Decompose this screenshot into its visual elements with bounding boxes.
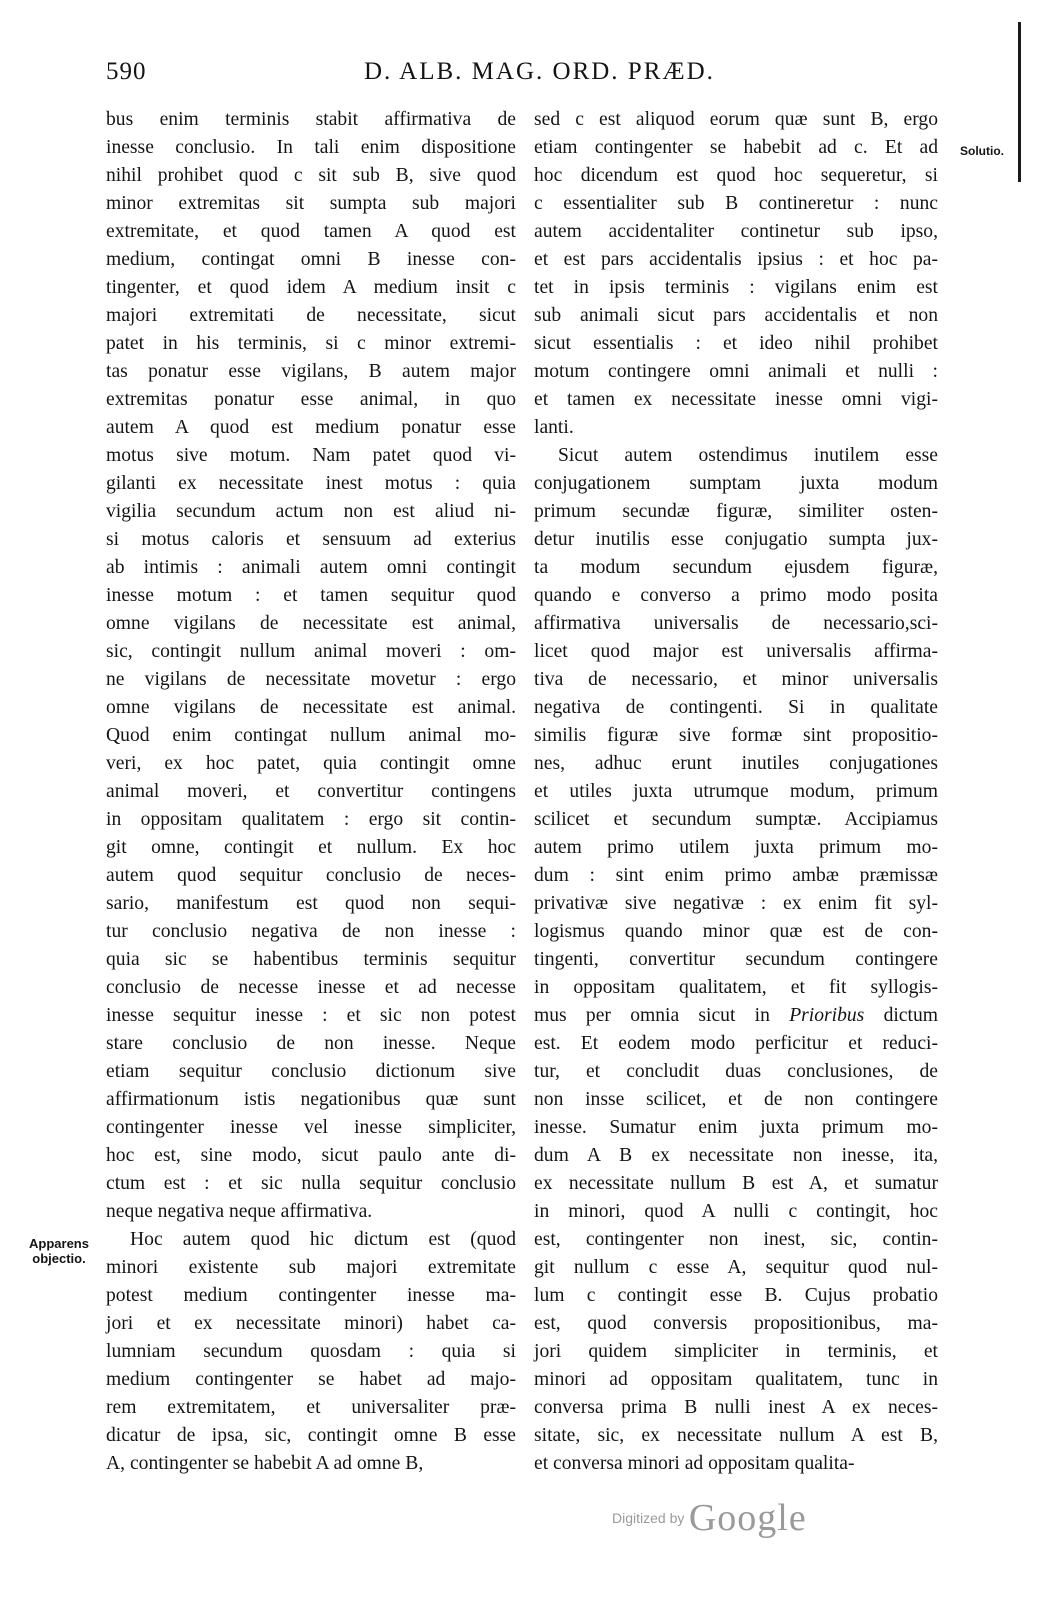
text-line: conversa prima B nulli inest A ex neces- bbox=[534, 1397, 938, 1418]
left-text-column bbox=[106, 106, 516, 1478]
text-line: sitate, sic, ex necessitate nullum A est B, bbox=[534, 1425, 938, 1446]
text-line: c essentialiter sub B contineretur : nunc bbox=[534, 193, 938, 214]
text-line: autem accidentaliter continetur sub ipso, bbox=[534, 221, 938, 242]
text-line: in minori, quod A nulli c contingit, hoc bbox=[534, 1201, 938, 1222]
text-line: hoc dicendum est quod hoc sequeretur, si bbox=[534, 165, 938, 186]
margin-note-apparens-objectio: Apparens objectio. bbox=[29, 1236, 89, 1266]
text-line: medium contingenter se habet ad majo- bbox=[106, 1369, 516, 1390]
text-line: minor extremitas sit sumpta sub majori bbox=[106, 193, 516, 214]
text-line: et est pars accidentalis ipsius : et hoc pa- bbox=[534, 249, 938, 270]
text-line: patet in his terminis, si c minor extremi- bbox=[106, 333, 516, 354]
text-line: gilanti ex necessitate inest motus : quia bbox=[106, 473, 516, 494]
text-line: conclusio de necesse inesse et ad necesse bbox=[106, 977, 516, 998]
text-line: majori extremitati de necessitate, sicut bbox=[106, 305, 516, 326]
text-line: veri, ex hoc patet, quia contingit omne bbox=[106, 753, 516, 774]
italic-title: Prioribus bbox=[789, 1005, 865, 1026]
running-head: D. ALB. MAG. ORD. PRÆD. bbox=[364, 58, 715, 85]
text-line: similis figuræ sive formæ sint propositio- bbox=[534, 725, 938, 746]
text-line: est, quod conversis propositionibus, ma- bbox=[534, 1313, 938, 1334]
text-line: negativa de contingenti. Si in qualitate bbox=[534, 697, 938, 718]
text-line: dum : sint enim primo ambæ præmissæ bbox=[534, 865, 938, 886]
text-line: affirmativa universalis de necessario,sci- bbox=[534, 613, 938, 634]
text-line: etiam contingenter se habebit ad c. Et ad bbox=[534, 137, 938, 158]
text-line: vigilia secundum actum non est aliud ni- bbox=[106, 501, 516, 522]
text-line: ab intimis : animali autem omni contingit bbox=[106, 557, 516, 578]
text-line: quando e converso a primo modo posita bbox=[534, 585, 938, 606]
text-line: conjugationem sumptam juxta modum bbox=[534, 473, 938, 494]
watermark-prefix: Digitized by bbox=[612, 1510, 685, 1526]
text-line: inesse sequitur inesse : et sic non potest bbox=[106, 1005, 516, 1026]
text-line: tiva de necessario, et minor universalis bbox=[534, 669, 938, 690]
text-line: inesse motum : et tamen sequitur quod bbox=[106, 585, 516, 606]
text-line: tingenter, et quod idem A medium insit c bbox=[106, 277, 516, 298]
text-line: git omne, contingit et nullum. Ex hoc bbox=[106, 837, 516, 858]
text-line: animal moveri, et convertitur contingens bbox=[106, 781, 516, 802]
text-line: hoc est, sine modo, sicut paulo ante di- bbox=[106, 1145, 516, 1166]
text-line: in oppositam qualitatem, et fit syllogis- bbox=[534, 977, 938, 998]
text-line: privativæ sive negativæ : ex enim fit syl- bbox=[534, 893, 938, 914]
text-line: ctum est : et sic nulla sequitur conclusio bbox=[106, 1173, 516, 1194]
text-line: motum contingere omni animali et nulli : bbox=[534, 361, 938, 382]
text-line: sic, contingit nullum animal moveri : om- bbox=[106, 641, 516, 662]
text-line: autem primo utilem juxta primum mo- bbox=[534, 837, 938, 858]
text-line: neque negativa neque affirmativa. bbox=[106, 1201, 373, 1222]
text-line: sicut essentialis : et ideo nihil prohibet bbox=[534, 333, 938, 354]
text-line: tur conclusio negativa de non inesse : bbox=[106, 921, 516, 942]
text-line: jori et ex necessitate minori) habet ca- bbox=[106, 1313, 516, 1334]
text-line: extremitate, et quod tamen A quod est bbox=[106, 221, 516, 242]
text-line: contingenter inesse vel inesse simpliciter, bbox=[106, 1117, 516, 1138]
google-watermark bbox=[612, 1496, 807, 1540]
text-line: lumniam secundum quosdam : quia si bbox=[106, 1341, 516, 1362]
text-line: Sicut autem ostendimus inutilem esse bbox=[558, 445, 938, 466]
text-line: omne vigilans de necessitate est animal, bbox=[106, 613, 516, 634]
margin-note-solutio: Solutio. bbox=[960, 144, 1004, 158]
text-line: rem extremitatem, et universaliter præ- bbox=[106, 1397, 516, 1418]
text-line: A, contingenter se habebit A ad omne B, bbox=[106, 1453, 424, 1474]
text-line: stare conclusio de non inesse. Neque bbox=[106, 1033, 516, 1054]
page-edge-rule bbox=[1018, 22, 1021, 182]
text-line: autem A quod est medium ponatur esse bbox=[106, 417, 516, 438]
text-line: tas ponatur esse vigilans, B autem major bbox=[106, 361, 516, 382]
text-line: bus enim terminis stabit affirmativa de bbox=[106, 109, 516, 130]
text-line: et conversa minori ad oppositam qualita- bbox=[534, 1453, 855, 1474]
text-line: ta modum secundum ejusdem figuræ, bbox=[534, 557, 938, 578]
text-line: lanti. bbox=[534, 417, 574, 438]
text-line: ne vigilans de necessitate movetur : ergo bbox=[106, 669, 516, 690]
text-line: logismus quando minor quæ est de con- bbox=[534, 921, 938, 942]
text-line: lum c contingit esse B. Cujus probatio bbox=[534, 1285, 938, 1306]
text-line: ex necessitate nullum B est A, et sumatur bbox=[534, 1173, 938, 1194]
text-line: git nullum c esse A, sequitur quod nul- bbox=[534, 1257, 938, 1278]
text-line: licet quod major est universalis affirma- bbox=[534, 641, 938, 662]
text-line: inesse. Sumatur enim juxta primum mo- bbox=[534, 1117, 938, 1138]
google-logo: Google bbox=[688, 1497, 807, 1539]
text-line: si motus caloris et sensuum ad exterius bbox=[106, 529, 516, 550]
text-line: sed c est aliquod eorum quæ sunt B, ergo bbox=[534, 109, 938, 130]
page-number: 590 bbox=[106, 58, 147, 85]
text-line: nihil prohibet quod c sit sub B, sive quod bbox=[106, 165, 516, 186]
text-line: jori quidem simpliciter in terminis, et bbox=[534, 1341, 938, 1362]
text-line: dicatur de ipsa, sic, contingit omne B esse bbox=[106, 1425, 516, 1446]
text-line: primum secundæ figuræ, similiter osten- bbox=[534, 501, 938, 522]
text-line: Quod enim contingat nullum animal mo- bbox=[106, 725, 516, 746]
text-line: detur inutilis esse conjugatio sumpta jux- bbox=[534, 529, 938, 550]
text-line: dum A B ex necessitate non inesse, ita, bbox=[534, 1145, 938, 1166]
text-line: sario, manifestum est quod non sequi- bbox=[106, 893, 516, 914]
text-line: in oppositam qualitatem : ergo sit contin- bbox=[106, 809, 516, 830]
text-line: potest medium contingenter inesse ma- bbox=[106, 1285, 516, 1306]
text-line: inesse conclusio. In tali enim dispositione bbox=[106, 137, 516, 158]
text-line: minori existente sub majori extremitate bbox=[106, 1257, 516, 1278]
text-line: etiam sequitur conclusio dictionum sive bbox=[106, 1061, 516, 1082]
text-line: est. Et eodem modo perficitur et reduci- bbox=[534, 1033, 938, 1054]
text-line: scilicet et secundum sumptæ. Accipiamus bbox=[534, 809, 938, 830]
text-line: medium, contingat omni B inesse con- bbox=[106, 249, 516, 270]
text-line: omne vigilans de necessitate est animal. bbox=[106, 697, 516, 718]
text-line: tur, et concludit duas conclusiones, de bbox=[534, 1061, 938, 1082]
text-line: motus sive motum. Nam patet quod vi- bbox=[106, 445, 516, 466]
text-line: autem quod sequitur conclusio de neces- bbox=[106, 865, 516, 886]
text-line: et utiles juxta utrumque modum, primum bbox=[534, 781, 938, 802]
text-line: Hoc autem quod hic dictum est (quod bbox=[130, 1229, 516, 1250]
text-line: et tamen ex necessitate inesse omni vigi- bbox=[534, 389, 938, 410]
text-line: affirmationum istis negationibus quæ sunt bbox=[106, 1089, 516, 1110]
text-line: sub animali sicut pars accidentalis et non bbox=[534, 305, 938, 326]
text-line: non insse scilicet, et de non contingere bbox=[534, 1089, 938, 1110]
right-text-column bbox=[534, 106, 938, 1478]
text-line: nes, adhuc erunt inutiles conjugationes bbox=[534, 753, 938, 774]
text-line: tet in ipsis terminis : vigilans enim est bbox=[534, 277, 938, 298]
text-line: quia sic se habentibus terminis sequitur bbox=[106, 949, 516, 970]
text-line: extremitas ponatur esse animal, in quo bbox=[106, 389, 516, 410]
text-line: est, contingenter non inest, sic, contin- bbox=[534, 1229, 938, 1250]
text-line: mus per omnia sicut in Prioribus dictum bbox=[534, 1005, 938, 1026]
text-line: minori ad oppositam qualitatem, tunc in bbox=[534, 1369, 938, 1390]
text-line: tingenti, convertitur secundum contingere bbox=[534, 949, 938, 970]
